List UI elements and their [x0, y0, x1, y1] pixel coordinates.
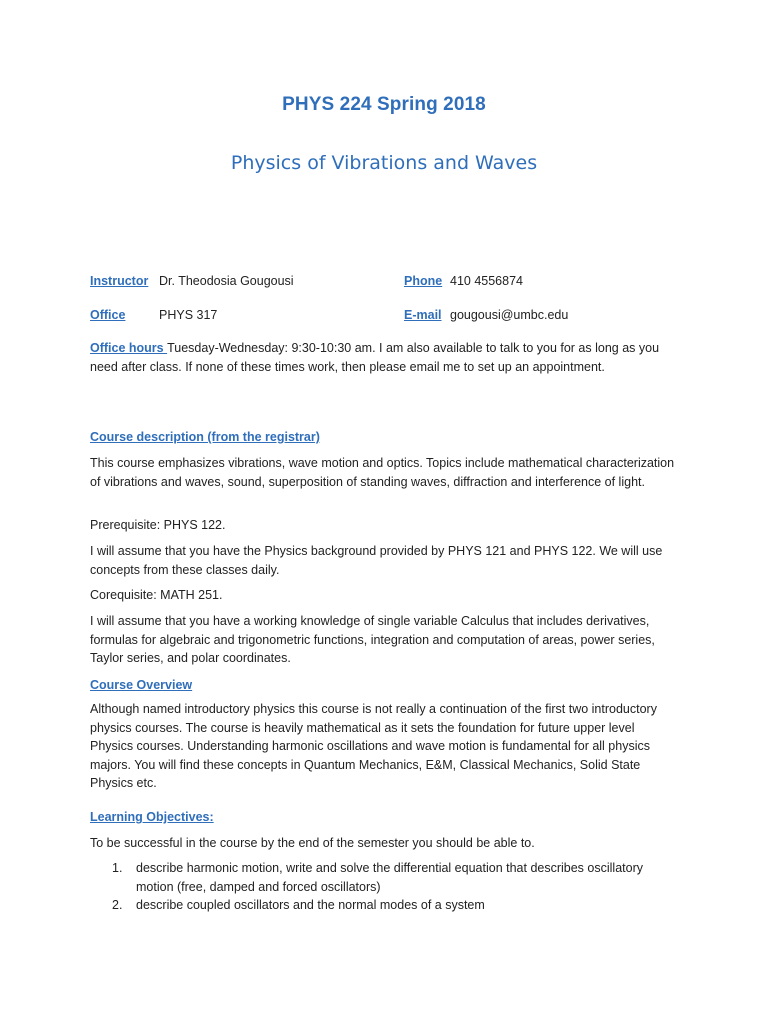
office-value: PHYS 317 — [159, 308, 218, 322]
course-overview-heading: Course Overview — [90, 678, 193, 692]
phone-row — [404, 272, 442, 290]
office-row — [90, 306, 125, 324]
list-item-text: describe coupled oscillators and the normal modes of a system — [136, 898, 485, 912]
list-item — [90, 896, 680, 915]
instructor-row — [90, 272, 148, 290]
list-item-number: 2. — [112, 898, 123, 912]
office-hours-label: Office hours — [90, 341, 168, 355]
course-description-heading: Course description (from the registrar) — [90, 430, 320, 444]
email-label: E-mail — [404, 308, 442, 322]
instructor-label: Instructor — [90, 274, 149, 288]
office-label: Office — [90, 308, 126, 322]
phone-value: 410 4556874 — [450, 274, 523, 288]
learning-objectives-heading: Learning Objectives: — [90, 810, 214, 824]
list-item-number: 1. — [112, 861, 123, 875]
corequisite-note: I will assume that you have a working knowledge of single variable Calculus that includes derivatives, formulas for algebraic and trigonometric functions, integration and computation of areas, power series, Taylor series, and polar coordinates. — [90, 614, 655, 665]
instructor-value: Dr. Theodosia Gougousi — [159, 274, 294, 288]
course-code-title: PHYS 224 Spring 2018 — [282, 94, 486, 115]
list-item — [90, 859, 680, 896]
office-hours-value: Tuesday-Wednesday: 9:30-10:30 am. I am also available to talk to you for as long as you need after class. If none of these times work, then please email me to set up an appointment. — [90, 341, 660, 374]
course-description-text: This course emphasizes vibrations, wave motion and optics. Topics include mathematical characterization of vibrations and waves, sound, superposition of standing waves, diffraction and interference of light. — [90, 456, 675, 489]
phone-label: Phone — [404, 274, 443, 288]
email-value[interactable]: gougousi@umbc.edu — [450, 308, 569, 322]
course-overview-text: Although named introductory physics this course is not really a continuation of the first two introductory physics courses. The course is heavily mathematical as it sets the foundation for future upper level Physics courses. Understanding harmonic oscillations and wave motion is fundamental for all physics majors. You will find these concepts in Quantum Mechanics, E&M, Classical Mechanics, Solid State Physics etc. — [90, 702, 657, 790]
learning-objectives-intro: To be successful in the course by the end of the semester you should be able to. — [90, 836, 535, 850]
learning-objectives-list — [90, 859, 680, 915]
corequisite-text: Corequisite: MATH 251. — [90, 588, 223, 602]
email-row — [404, 306, 442, 324]
prerequisite-text: Prerequisite: PHYS 122. — [90, 518, 226, 532]
list-item-text: describe harmonic motion, write and solve the differential equation that describes oscillatory motion (free, damped and forced oscillators) — [136, 861, 643, 894]
course-title: Physics of Vibrations and Waves — [230, 152, 538, 174]
office-hours-paragraph — [90, 339, 680, 376]
prerequisite-note: I will assume that you have the Physics background provided by PHYS 121 and PHYS 122. We will use concepts from these classes daily. — [90, 544, 663, 577]
